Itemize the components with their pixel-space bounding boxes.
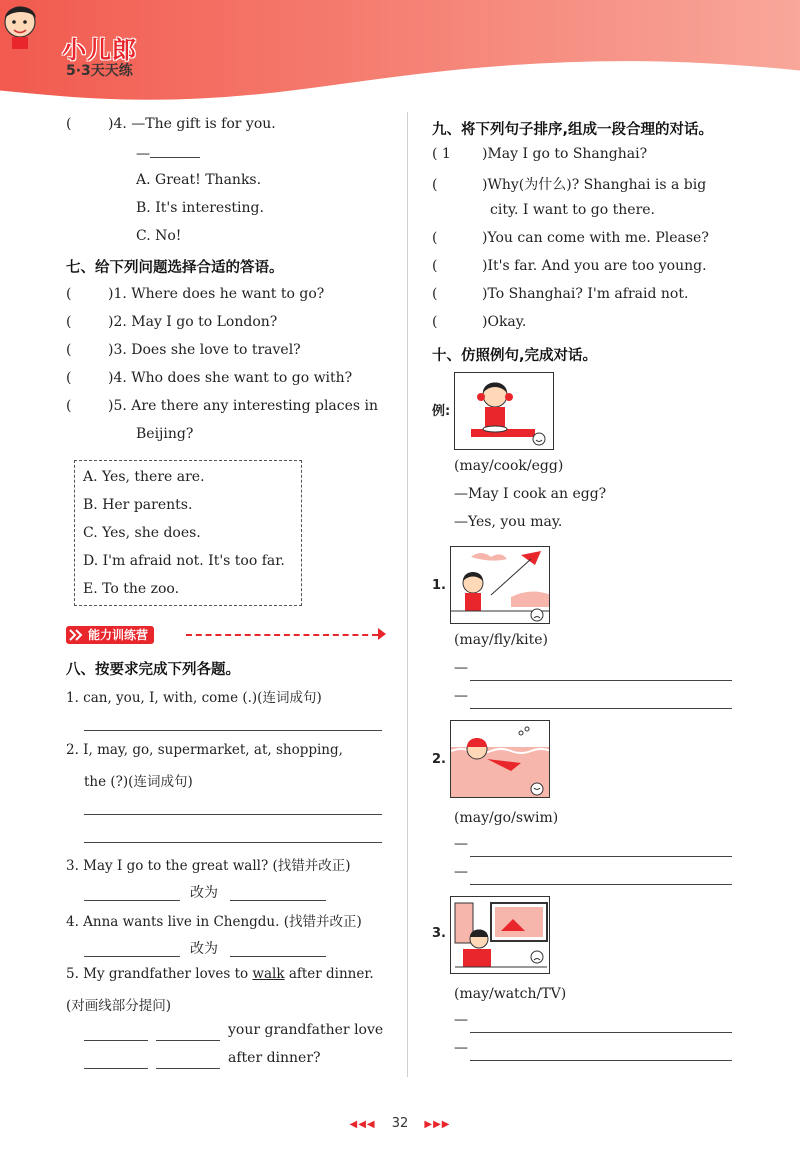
page-number: 32 (391, 1116, 409, 1131)
question-text: )3. Does she love to travel? (108, 342, 301, 358)
question-text: 5. My grandfather loves to (66, 966, 253, 982)
header-banner (0, 0, 800, 110)
question-8-3: 3. May I go to the great wall? (找错并改正) (66, 858, 351, 874)
question-8-1: 1. can, you, I, with, come (.)(连词成句) (66, 690, 322, 706)
ability-dash-line (186, 634, 378, 636)
answer-line[interactable] (84, 842, 382, 843)
answer-line[interactable] (84, 814, 382, 815)
example-answer: —Yes, you may. (454, 514, 563, 530)
task-3-number: 3. (432, 926, 446, 941)
answer-line[interactable] (470, 856, 732, 857)
answer-line[interactable] (84, 900, 180, 901)
task-1-prompt: (may/fly/kite) (454, 632, 549, 648)
change-to-label: 改为 (190, 885, 218, 901)
order-item-6: ( )Okay. (432, 314, 527, 330)
answer-line[interactable] (230, 956, 326, 957)
answer-line[interactable] (84, 1040, 148, 1041)
question-7-2: ( )2. May I go to London? (66, 314, 278, 330)
dash: — (454, 1012, 468, 1028)
change-to-label: 改为 (190, 941, 218, 957)
dash: — (454, 836, 468, 852)
example-label: 例: (432, 404, 451, 419)
answer-line[interactable] (470, 884, 732, 885)
question-7-5-cont: Beijing? (136, 426, 194, 442)
question-text: )2. May I go to London? (108, 314, 278, 330)
order-item-2-cont: city. I want to go there. (490, 202, 655, 218)
dash: — (136, 146, 150, 162)
section-7-title: 七、给下列问题选择合适的答语。 (66, 260, 284, 276)
task-2-prompt: (may/go/swim) (454, 810, 559, 826)
ability-banner (66, 626, 386, 644)
order-item-4: ( )It's far. And you are too young. (432, 258, 707, 274)
question-text: )5. Are there any interesting places in (108, 398, 379, 414)
task-1-number: 1. (432, 578, 446, 593)
answer-line[interactable] (84, 730, 382, 731)
question-text: )4. Who does she want to go with? (108, 370, 353, 386)
question-text: after dinner. (284, 966, 374, 982)
order-item-2: ( )Why(为什么)? Shanghai is a big (432, 177, 707, 193)
task-2-number: 2. (432, 752, 446, 767)
question-8-4: 4. Anna wants live in Chengdu. (找错并改正) (66, 914, 362, 930)
question-7-5: ( )5. Are there any interesting places in (66, 398, 379, 414)
left-arrows-icon: ◀◀◀ (349, 1119, 376, 1130)
question-8-5 (66, 966, 374, 982)
order-text: )Why(为什么)? Shanghai is a big (482, 177, 707, 193)
dash: — (454, 864, 468, 880)
task-3-prompt: (may/watch/TV) (454, 986, 567, 1002)
option-a: A. Great! Thanks. (136, 172, 262, 188)
answer-choices-box (74, 460, 302, 606)
order-text: )It's far. And you are too young. (482, 258, 707, 274)
dash: — (454, 660, 468, 676)
double-arrow-icon (69, 628, 85, 642)
brand-logo: 小儿郎 (62, 36, 137, 64)
question-8-5-cont: (对画线部分提问) (66, 998, 172, 1014)
question-8-2-cont: the (?)(连词成句) (84, 774, 193, 790)
question-8-5-text: after dinner? (228, 1050, 321, 1066)
choice-a: A. Yes, there are. (83, 469, 205, 485)
order-number: 1 (441, 146, 451, 162)
answer-line[interactable] (156, 1040, 220, 1041)
question-8-2: 2. I, may, go, supermarket, at, shopping, (66, 742, 343, 758)
answer-blank-row (136, 144, 200, 162)
answer-line[interactable] (470, 708, 732, 709)
answer-line[interactable] (470, 680, 732, 681)
order-item-5: ( )To Shanghai? I'm afraid not. (432, 286, 689, 302)
choice-b: B. Her parents. (83, 497, 193, 513)
choice-e: E. To the zoo. (83, 581, 180, 597)
example-prompt: (may/cook/egg) (454, 458, 564, 474)
answer-line[interactable] (230, 900, 326, 901)
task-3-picture (450, 896, 550, 974)
page-footer (0, 1116, 800, 1131)
column-divider (407, 112, 408, 1077)
ability-arrow-icon (378, 628, 386, 640)
question-7-1: ( )1. Where does he want to go? (66, 286, 325, 302)
section-10-title: 十、仿照例句,完成对话。 (432, 348, 598, 364)
answer-line[interactable] (470, 1032, 732, 1033)
task-1-picture (450, 546, 550, 624)
answer-line[interactable] (470, 1060, 732, 1061)
question-text: )4. —The gift is for you. (108, 116, 276, 132)
order-text: )May I go to Shanghai? (482, 146, 648, 162)
question-7-3: ( )3. Does she love to travel? (66, 342, 301, 358)
section-8-title: 八、按要求完成下列各题。 (66, 662, 240, 678)
order-item-3: ( )You can come with me. Please? (432, 230, 709, 246)
choice-c: C. Yes, she does. (83, 525, 201, 541)
section-9-title: 九、将下列句子排序,组成一段合理的对话。 (432, 122, 714, 138)
question-6-4: ( )4. —The gift is for you. (66, 116, 276, 132)
order-text: )To Shanghai? I'm afraid not. (482, 286, 689, 302)
question-7-4: ( )4. Who does she want to go with? (66, 370, 353, 386)
dash: — (454, 688, 468, 704)
example-question: —May I cook an egg? (454, 486, 607, 502)
choice-d: D. I'm afraid not. It's too far. (83, 553, 285, 569)
mascot-icon (0, 0, 40, 50)
order-item-1: ( 1 )May I go to Shanghai? (432, 146, 648, 162)
underlined-word: walk (252, 966, 285, 982)
ability-tag: 能力训练营 (66, 626, 154, 644)
answer-line[interactable] (156, 1068, 220, 1069)
answer-line[interactable] (84, 1068, 148, 1069)
question-8-5-text: your grandfather love (228, 1022, 384, 1038)
order-text: )You can come with me. Please? (482, 230, 709, 246)
question-text: )1. Where does he want to go? (108, 286, 325, 302)
option-c: C. No! (136, 228, 182, 244)
option-b: B. It's interesting. (136, 200, 264, 216)
answer-line[interactable] (84, 956, 180, 957)
order-text: )Okay. (482, 314, 527, 330)
dash: — (454, 1040, 468, 1056)
example-picture (454, 372, 554, 450)
task-2-picture (450, 720, 550, 798)
answer-blank[interactable] (150, 144, 200, 158)
brand-subtitle: 5·3天天练 (66, 63, 133, 79)
right-arrows-icon: ▶▶▶ (424, 1119, 451, 1130)
